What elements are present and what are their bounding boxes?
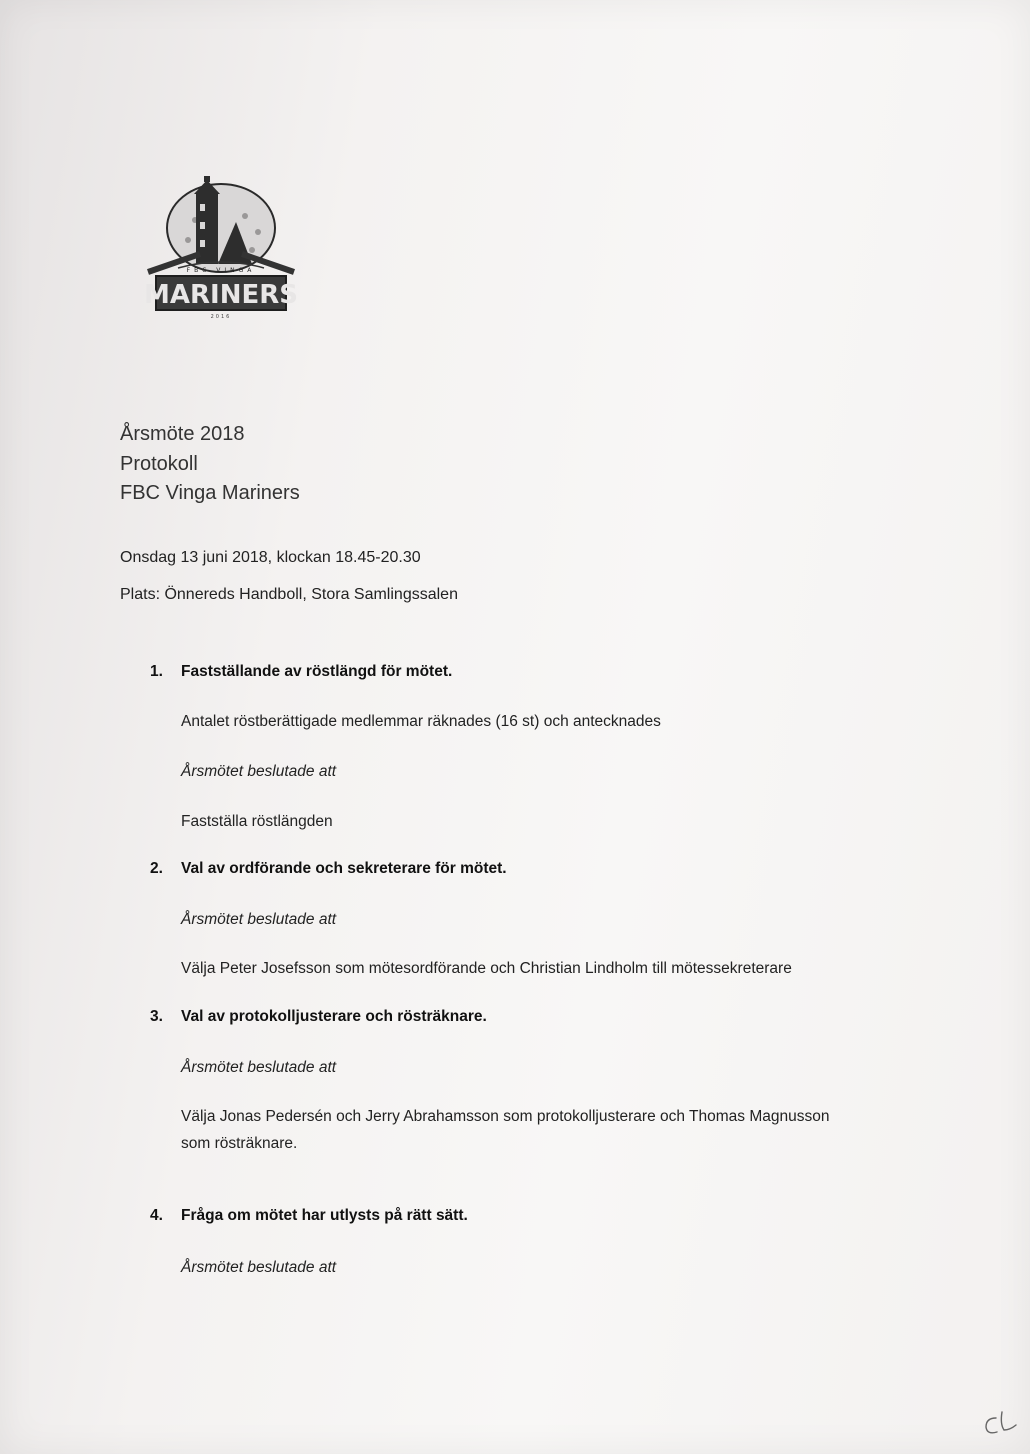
item-heading: Fråga om mötet har utlysts på rätt sätt. <box>181 1207 468 1224</box>
handwritten-initials <box>980 1408 1026 1440</box>
document-heading <box>120 420 300 509</box>
decision-label: Årsmötet beslutade att <box>181 1059 337 1076</box>
item-number: 4. <box>150 1207 163 1224</box>
agenda-item-4 <box>150 1207 930 1225</box>
club-logo <box>140 176 302 322</box>
meeting-place: Plats: Önnereds Handboll, Stora Samlingssalen <box>120 586 458 603</box>
item-number: 3. <box>150 1008 163 1025</box>
logo-arc-text: FBC VINGA <box>186 267 256 274</box>
decision-text-continued: som rösträknare. <box>181 1135 298 1152</box>
heading-title: Årsmöte 2018 <box>120 423 245 445</box>
agenda-item-2 <box>150 860 930 878</box>
decision-label: Årsmötet beslutade att <box>181 763 337 780</box>
meeting-date: Onsdag 13 juni 2018, klockan 18.45-20.30 <box>120 549 421 566</box>
item-text: Antalet röstberättigade medlemmar räknades (16 st) och antecknades <box>181 713 661 730</box>
item-heading: Val av protokolljusterare och rösträknare. <box>181 1008 487 1025</box>
decision-text: Välja Jonas Pedersén och Jerry Abrahamsson som protokolljusterare och Thomas Magnusson <box>181 1108 830 1125</box>
decision-text: Fastställa röstlängden <box>181 813 333 830</box>
decision-label: Årsmötet beslutade att <box>181 1259 337 1276</box>
logo-banner-text: MARINERS <box>144 280 298 310</box>
agenda-item-1 <box>150 663 930 681</box>
agenda-item-3 <box>150 1008 930 1026</box>
heading-club: FBC Vinga Mariners <box>120 482 300 504</box>
item-number: 2. <box>150 860 163 877</box>
heading-subtitle: Protokoll <box>120 452 198 475</box>
decision-label: Årsmötet beslutade att <box>181 911 337 928</box>
logo-year-text: 2016 <box>210 314 232 320</box>
item-number: 1. <box>150 663 163 680</box>
decision-text: Välja Peter Josefsson som mötesordförande och Christian Lindholm till mötessekreterare <box>181 960 792 977</box>
item-heading: Val av ordförande och sekreterare för mötet. <box>181 860 507 877</box>
item-heading: Fastställande av röstlängd för mötet. <box>181 663 453 680</box>
